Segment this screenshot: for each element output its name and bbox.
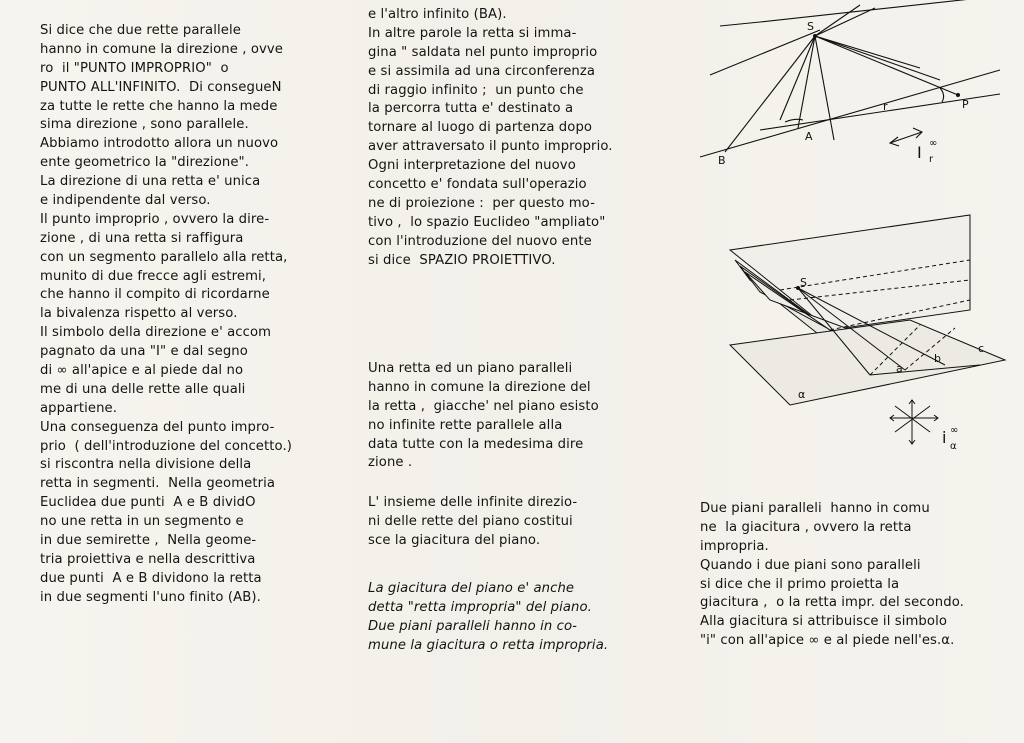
middle-column-2-line: hanno in comune la direzione del xyxy=(368,379,591,395)
left-column-line: la bivalenza rispetto al verso. xyxy=(40,306,238,322)
left-column-line: za tutte le rette che hanno la mede xyxy=(40,98,278,114)
middle-column-1-line: si dice SPAZIO PROIETTIVO. xyxy=(368,252,556,268)
symbol-sup: ∞ xyxy=(929,138,938,149)
left-column-line: in due semirette , Nella geome- xyxy=(40,533,257,549)
middle-column-1-line: Ogni interpretazione del nuovo xyxy=(368,158,576,174)
diagram-point-at-infinity xyxy=(700,0,1000,175)
diagram-parallel-planes xyxy=(720,200,1020,470)
left-column-line: appartiene. xyxy=(40,400,118,416)
middle-column-1-line: gina " saldata nel punto improprio xyxy=(368,44,598,60)
left-column-line: ro il "PUNTO IMPROPRIO" o xyxy=(40,60,229,76)
left-column-line: sima direzione , sono parallele. xyxy=(40,117,249,133)
left-column-line: con un segmento parallelo alla retta, xyxy=(40,249,288,265)
middle-column-4-line: Due piani paralleli hanno in co- xyxy=(368,618,577,634)
middle-column-1-line: aver attraversato il punto improprio. xyxy=(368,139,613,155)
middle-column-1-line: tivo , lo spazio Euclideo "ampliato" xyxy=(368,214,606,230)
left-column-line: La direzione di una retta e' unica xyxy=(40,174,261,190)
left-column-line: munito di due frecce agli estremi, xyxy=(40,268,267,284)
left-column-line: PUNTO ALL'INFINITO. Di consegueN xyxy=(40,79,282,95)
right-column-line: giacitura , o la retta impr. del secondo. xyxy=(700,595,964,611)
middle-column-2-line: data tutte con la medesima dire xyxy=(368,436,584,452)
text-column-right xyxy=(700,500,964,651)
left-column-line: pagnato da una "I" e dal segno xyxy=(40,344,248,360)
symbol-sub: r xyxy=(929,154,934,165)
middle-column-4-line: La giacitura del piano e' anche xyxy=(368,581,575,596)
middle-column-3-line: L' insieme delle infinite direzio- xyxy=(368,495,578,510)
text-column-left xyxy=(40,22,292,608)
text-column-middle-block-2 xyxy=(368,360,599,473)
middle-column-1-line: la percorra tutta e' destinato a xyxy=(368,101,574,117)
right-column-line: Alla giacitura si attribuisce il simbolo xyxy=(700,614,948,630)
left-column-line: ente geometrico la "direzione". xyxy=(40,155,249,171)
left-column-line: zione , di una retta si raffigura xyxy=(40,230,244,246)
middle-column-1-line: In altre parole la retta si imma- xyxy=(368,25,577,41)
left-column-line: retta in segmenti. Nella geometria xyxy=(40,476,276,492)
right-column-line: "i" con all'apice ∞ e al piede nell'es.α. xyxy=(700,633,955,649)
right-column-line: Quando i due piani sono paralleli xyxy=(700,557,921,573)
right-column-line: ne la giacitura , ovvero la retta xyxy=(700,519,912,535)
symbol-i: I xyxy=(917,143,922,162)
right-column-line: Due piani paralleli hanno in comu xyxy=(700,501,930,516)
left-column-line: Abbiamo introdotto allora un nuovo xyxy=(40,136,279,152)
left-column-line: prio ( dell'introduzione del concetto.) xyxy=(40,438,293,454)
label-alpha: α xyxy=(798,388,806,401)
left-column-line: in due segmenti l'uno finito (AB). xyxy=(40,589,261,605)
middle-column-3-line: sce la giacitura del piano. xyxy=(368,532,541,548)
label-p: P xyxy=(962,98,969,111)
middle-column-4-line: detta "retta impropria" del piano. xyxy=(368,599,592,615)
left-column-line: si riscontra nella divisione della xyxy=(40,457,252,473)
middle-column-2-line: no infinite rette parallele alla xyxy=(368,417,563,433)
text-column-middle-block-1 xyxy=(368,6,613,270)
left-column-line: Il punto improprio , ovvero la dire- xyxy=(40,211,270,227)
right-column-line: impropria. xyxy=(700,538,769,554)
middle-column-1-line: tornare al luogo di partenza dopo xyxy=(368,120,593,136)
left-column-line: e indipendente dal verso. xyxy=(40,193,211,209)
middle-column-1-line: e si assimila ad una circonferenza xyxy=(368,63,596,79)
left-column-line: due punti A e B dividono la retta xyxy=(40,570,262,586)
label-b: B xyxy=(718,154,726,167)
left-column-line: di ∞ all'apice e al piede dal no xyxy=(40,363,244,379)
middle-column-4-line: mune la giacitura o retta impropria. xyxy=(368,637,609,653)
middle-column-3-line: ni delle rette del piano costitui xyxy=(368,513,573,529)
label-r: r xyxy=(883,100,888,113)
middle-column-1-line: e l'altro infinito (BA). xyxy=(368,7,507,22)
left-column-line: tria proiettiva e nella descrittiva xyxy=(40,551,256,567)
middle-column-1-line: con l'introduzione del nuovo ente xyxy=(368,233,592,249)
left-column-line: Euclidea due punti A e B dividO xyxy=(40,495,256,511)
left-column-line: me di una delle rette alle quali xyxy=(40,381,246,397)
left-column-line: Una conseguenza del punto impro- xyxy=(40,419,275,435)
label-c2: c xyxy=(978,342,985,355)
text-column-middle-block-4 xyxy=(368,580,608,656)
left-column-line: che hanno il compito di ricordarne xyxy=(40,287,270,303)
left-column-line: Il simbolo della direzione e' accom xyxy=(40,325,272,341)
middle-column-2-line: zione . xyxy=(368,455,413,471)
symbol-sup2: ∞ xyxy=(950,425,959,436)
middle-column-2-line: la retta , giacche' nel piano esisto xyxy=(368,398,599,414)
middle-column-2-line: Una retta ed un piano paralleli xyxy=(368,361,573,376)
middle-column-1-line: di raggio infinito ; un punto che xyxy=(368,82,584,98)
label-a: A xyxy=(805,130,813,143)
label-s: S xyxy=(807,20,814,33)
left-column-line: hanno in comune la direzione , ovve xyxy=(40,41,284,57)
label-a2: a xyxy=(896,362,903,375)
left-column-line: Si dice che due rette parallele xyxy=(40,23,241,38)
middle-column-1-line: concetto e' fondata sull'operazio xyxy=(368,177,587,193)
left-column-line: no une retta in un segmento e xyxy=(40,514,244,530)
text-column-middle-block-3 xyxy=(368,494,577,551)
symbol-sub2: α xyxy=(950,441,957,452)
symbol-i2: i xyxy=(942,428,947,447)
right-column-line: si dice che il primo proietta la xyxy=(700,576,900,592)
label-s2: S xyxy=(800,276,807,289)
middle-column-1-line: ne di proiezione : per questo mo- xyxy=(368,195,595,211)
label-b2: b xyxy=(934,352,941,365)
